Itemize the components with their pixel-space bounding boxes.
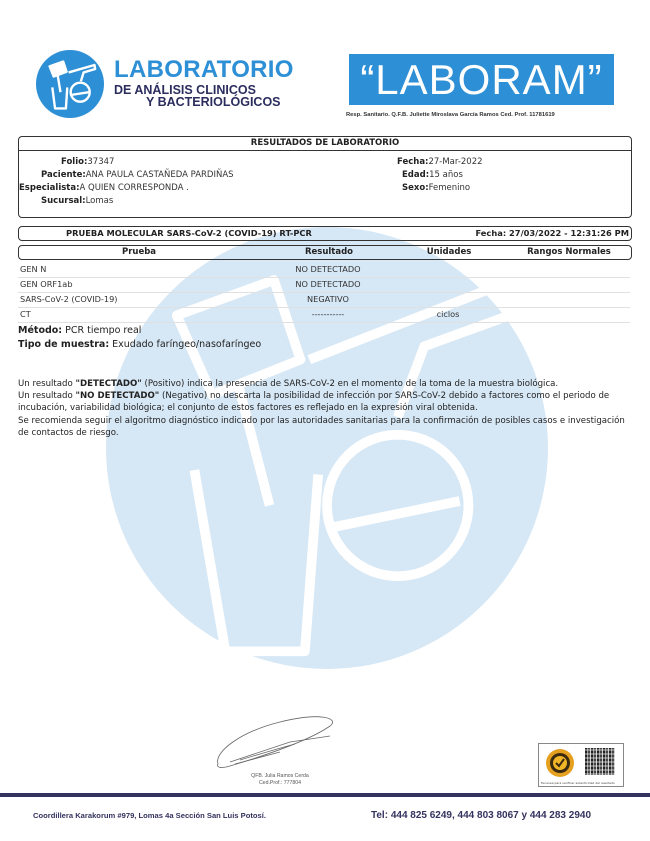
note-detectado: Un resultado "DETECTADO" (Positivo) indica la presencia de SARS-CoV-2 en el momento de la toma de la muestra biológica. [18, 379, 559, 389]
muestra-label: Tipo de muestra: [18, 339, 110, 350]
cell-resultado: NEGATIVO [307, 294, 349, 304]
paciente-label: Paciente: [41, 170, 86, 180]
signer-cedula: Ced.Prof.: 777804 [258, 780, 302, 786]
column-header-prueba: Prueba [121, 247, 157, 257]
table-row [18, 292, 630, 308]
qr-code[interactable] [585, 748, 615, 775]
signer-info [215, 773, 345, 787]
table-row [18, 277, 630, 293]
seal-caption: Escanea para verificar autenticidad del resultado [541, 781, 615, 785]
footer-address: Coordillera Karakorum #979, Lomas 4a Sección San Luis Potosí. [33, 811, 266, 820]
interpretation-notes [18, 378, 636, 439]
especialista-label: Especialista: [19, 183, 80, 193]
responsible-text: Resp. Sanitario. Q.F.B. Juliette Miroslava García Ramos Ced. Prof. 11781619 [346, 112, 555, 118]
section-title: RESULTADOS DE LABORATORIO [19, 137, 631, 151]
cell-resultado: ----------- [311, 309, 345, 319]
edad-field [402, 170, 463, 181]
test-title: PRUEBA MOLECULAR SARS-CoV-2 (COVID-19) RT-PCR [66, 228, 312, 238]
sexo-value: Femenino [428, 183, 471, 193]
folio-value: 37347 [87, 157, 115, 167]
results-table-header [18, 245, 632, 260]
muestra-line [18, 339, 261, 351]
metodo-value: PCR tiempo real [65, 325, 142, 336]
cell-prueba: GEN ORF1ab [20, 279, 73, 289]
sexo-field [402, 183, 470, 194]
paciente-field [41, 170, 234, 181]
test-date: Fecha: 27/03/2022 - 12:31:26 PM [475, 228, 629, 238]
especialista-field [19, 183, 189, 194]
sucursal-value: Lomas [85, 196, 114, 206]
lab-subtitle-1: DE ANÁLISIS CLINICOS [114, 83, 256, 97]
edad-value: 15 años [429, 170, 463, 180]
cell-prueba: GEN N [20, 264, 47, 274]
note-recommendation: Se recomienda seguir el algoritmo diagnóstico indicado por las autoridades sanitarias para la confirmación de posibles casos e investigación de contactos de riesgo. [18, 415, 625, 438]
fecha-field [397, 157, 483, 168]
lab-title: LABORATORIO [114, 56, 294, 83]
lab-logo-icon [36, 50, 104, 118]
cell-resultado: NO DETECTADO [295, 279, 361, 289]
verification-seal [538, 743, 624, 787]
table-row [18, 262, 630, 278]
edad-label: Edad: [402, 170, 430, 180]
signature-image [210, 712, 350, 772]
column-header-resultado: Resultado [304, 247, 354, 257]
footer-phone: Tel: 444 825 6249, 444 803 8067 y 444 283 2940 [371, 810, 592, 821]
fecha-value: 27-Mar-2022 [428, 157, 483, 167]
note-no-detectado: Un resultado "NO DETECTADO" (Negativo) no descarta la posibilidad de infección por SARS-CoV-2 debido a factores como el periodo de incubación, variabilidad biológica; el conjunto de estos factores es reflejado en la expresión viral obtenida. [18, 391, 610, 414]
patient-info-box [18, 136, 632, 218]
sucursal-field [41, 196, 113, 207]
paciente-value: ANA PAULA CASTAÑEDA PARDIÑAS [85, 170, 234, 180]
sucursal-label: Sucursal: [41, 196, 86, 206]
cell-prueba: CT [20, 309, 31, 319]
cell-resultado: NO DETECTADO [295, 264, 361, 274]
metodo-line [18, 325, 141, 337]
cell-prueba: SARS-CoV-2 (COVID-19) [20, 294, 118, 304]
brand-logo: “LABORAM” [349, 54, 614, 105]
folio-field [61, 157, 114, 168]
lab-subtitle-2: Y BACTERIOLÓGICOS [146, 95, 281, 109]
cell-unidades: ciclos [436, 309, 460, 319]
folio-label: Folio: [61, 157, 88, 167]
column-header-unidades: Unidades [426, 247, 472, 257]
table-row [18, 307, 630, 323]
muestra-value: Exudado faríngeo/nasofaríngeo [112, 339, 262, 350]
column-header-rangos: Rangos Normales [527, 247, 611, 257]
footer-divider [0, 793, 650, 797]
signer-name: QFB. Julia Ramos Cerda [251, 773, 309, 779]
sexo-label: Sexo: [402, 183, 429, 193]
fecha-label: Fecha: [397, 157, 429, 167]
test-header-box [18, 226, 632, 241]
metodo-label: Método: [18, 325, 63, 336]
especialista-value: A QUIEN CORRESPONDA . [79, 183, 189, 193]
certified-seal-icon [545, 748, 575, 778]
